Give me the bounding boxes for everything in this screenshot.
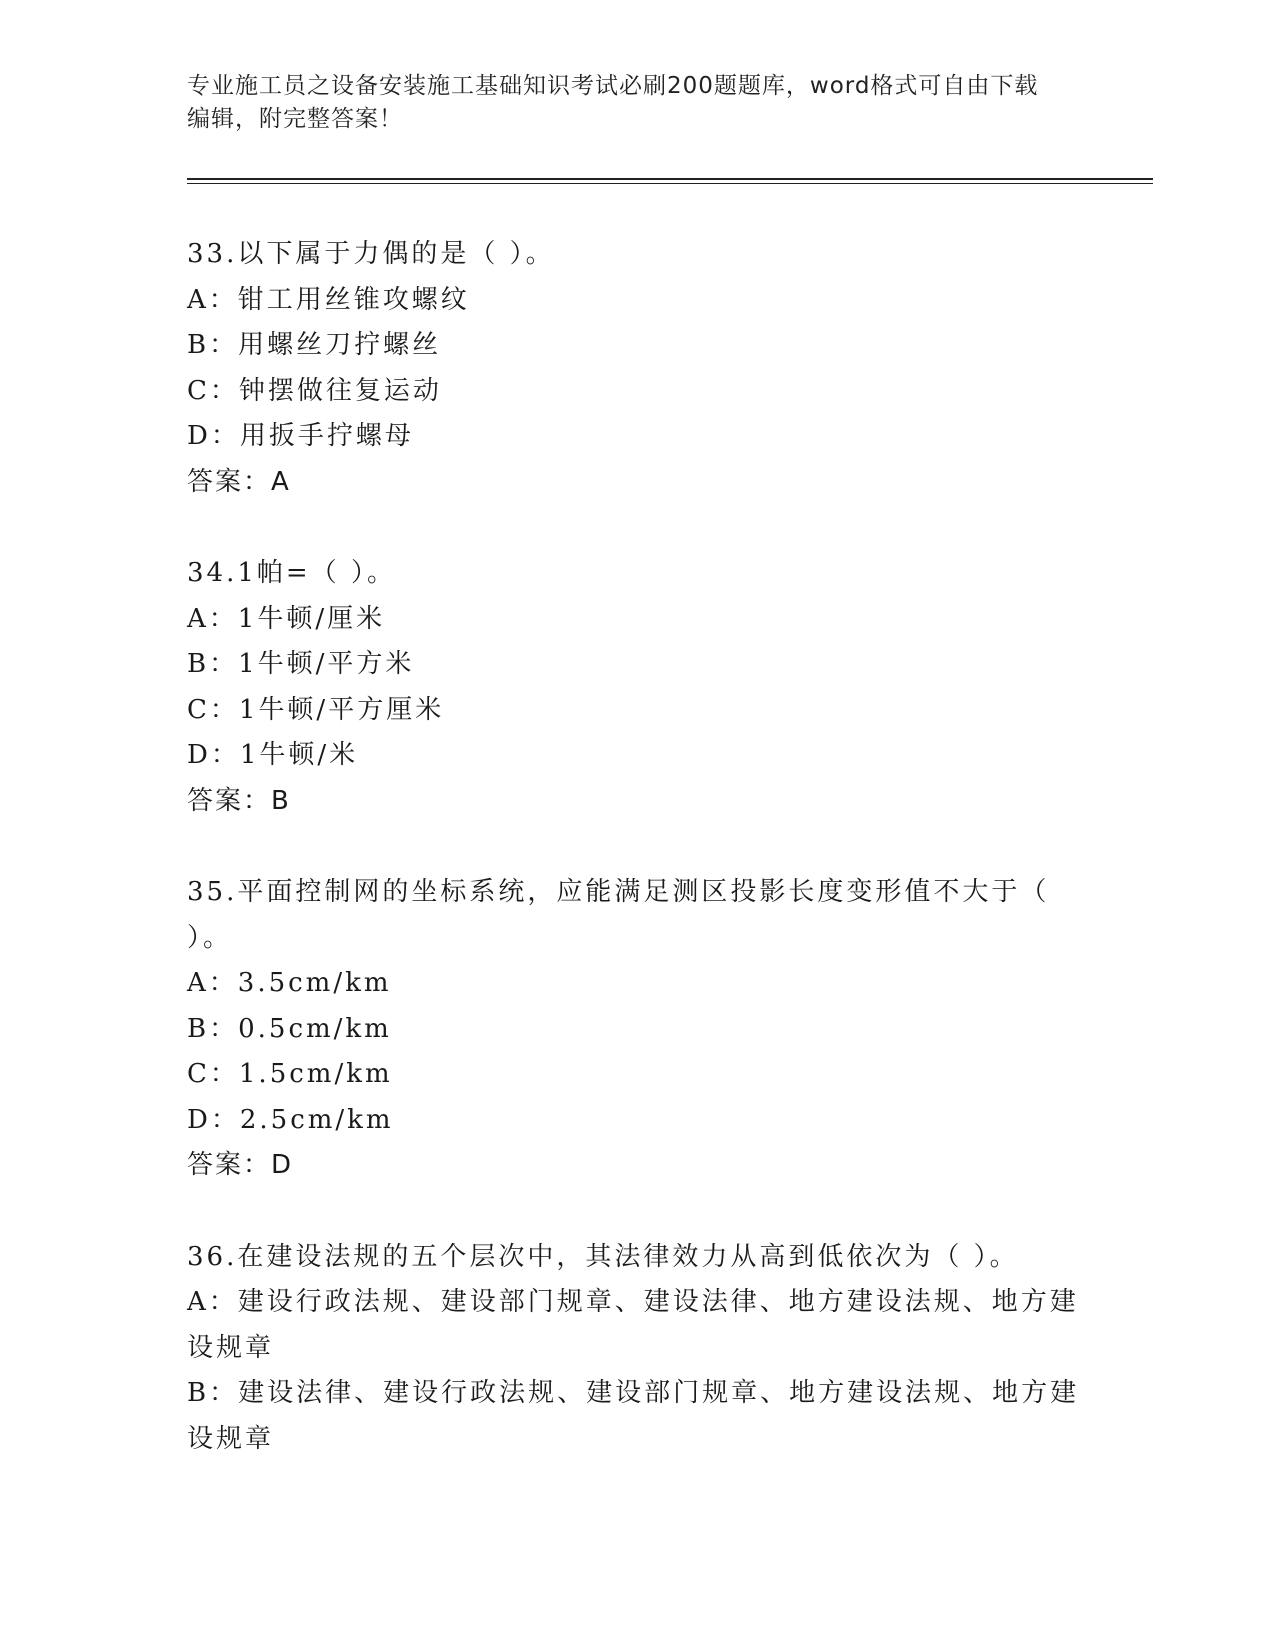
question-stem: ）。 (187, 922, 233, 953)
answer-option: C：钟摆做往复运动 (187, 375, 442, 406)
answer-option: A：1牛顿/厘米 (187, 603, 386, 634)
answer-option: A：3.5cm/km (187, 968, 392, 998)
question-stem: 34.1帕=（ ）。 (187, 558, 396, 588)
question-block (187, 551, 1087, 824)
answer-option: C：1牛顿/平方厘米 (187, 694, 445, 725)
answer-option: B：建设法律、建设行政法规、建设部门规章、地方建设法规、地方建 (187, 1378, 1080, 1408)
header-divider-thin (187, 183, 1153, 184)
answer-option: B：0.5cm/km (187, 1013, 392, 1044)
answer-option: A：钳工用丝锥攻螺纹 (187, 284, 470, 315)
question-block (187, 232, 1087, 505)
header-line: 专业施工员之设备安装施工基础知识考试必刷200题题库，word格式可自由下载 (187, 73, 1039, 99)
header-divider (187, 178, 1153, 180)
answer-option: 设规章 (187, 1423, 275, 1454)
answer-option: A：建设行政法规、建设部门规章、建设法律、地方建设法规、地方建 (187, 1287, 1079, 1317)
question-block (187, 1235, 1087, 1463)
document-header (187, 70, 1067, 136)
answer-option: B：用螺丝刀拧螺丝 (187, 330, 442, 360)
answer-option: D：1牛顿/米 (187, 740, 359, 770)
question-stem: 36.在建设法规的五个层次中，其法律效力从高到低依次为（ ）。 (187, 1241, 1019, 1272)
question-list (187, 232, 1087, 1508)
answer-key: 答案：B (187, 785, 291, 816)
answer-option: B：1牛顿/平方米 (187, 649, 415, 679)
question-stem: 35.平面控制网的坐标系统，应能满足测区投影长度变形值不大于（ (187, 877, 1050, 907)
header-line: 编辑，附完整答案！ (187, 106, 403, 132)
answer-key: 答案：D (187, 1150, 294, 1180)
answer-option: D：2.5cm/km (187, 1104, 394, 1135)
answer-option: 设规章 (187, 1332, 275, 1363)
answer-key: 答案：A (187, 466, 291, 497)
question-stem: 33.以下属于力偶的是（ ）。 (187, 239, 555, 269)
question-block (187, 870, 1087, 1189)
answer-option: D：用扳手拧螺母 (187, 421, 414, 451)
answer-option: C：1.5cm/km (187, 1059, 393, 1089)
